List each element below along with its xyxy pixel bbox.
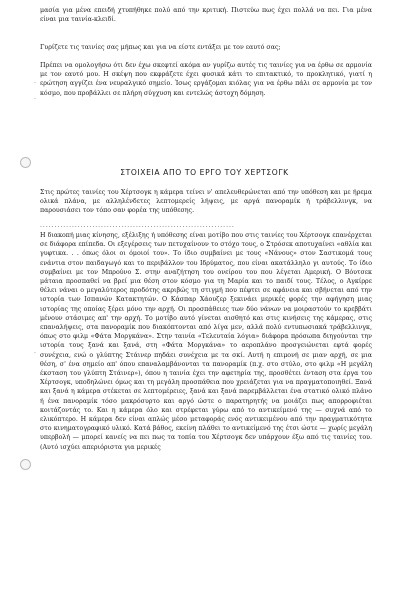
paragraph-intro bbox=[40, 6, 372, 24]
dotted-separator: ................................................................... bbox=[40, 222, 235, 229]
section-title: ΣΤΟΙΧΕΙΑ ΑΠΟ ΤΟ ΕΡΓΟ ΤΟΥ ΧΕΡΤΣΟΓΚ bbox=[120, 168, 289, 177]
binder-hole-icon bbox=[20, 459, 31, 470]
section-body-text: Η διακοπή μιας κίνησης, εξέλιξης ή υπόθεσης είναι μοτίβο που στις ταινίες του Χέρτσογκ επανέρχεται σε διάφορα επίπεδα. Οι εξεγέρσεις των πετυχαίνουν το στόχο τους, ο Στρόσεκ αποτυχαίνει «αθλία και γυφτικα. . . όπως όλοι οι όμοιοί του». Το ίδιο συμβαίνει με τους «Νάνους» στον Σαστικομά τους ενάντια στον παιδαγωγό και το περιβάλλον του Ιδρύματος, που είναι ακατάλληλο γι αυτούς. Το ίδιο συμβαίνει με τον Μπρούνο Σ. στην αναζήτηση του ονείρου του που λέγεται Αμερική. Ο Βόυτσεκ μάταια προσπαθεί να βρεί μια θέση στον κόσμο για τη Μαρία και το παιδί τους. Τέλος, ο Αγκίρρε θέλει νάναι ο μεγαλύτερος προδότης ακριβώς τη στιγμή που πέφτει σε αφάνεια και σβήνεται από την ιστορία των Ισπανών Κατακτητών. Ο Κάσπαρ Χάουζερ ξεκινάει μερικές φορές την αφήγηση μιας ιστορίας της οποίας ξέρει μόνο την αρχή. Οι προσπάθειες των δύο νάνων να μοιραστούν το κρεββάτι μένουν στάσιμες απ' την αρχή. Το μοτίβο αυτό γίνεται αισθητό και στις κινήσεις της κάμερας, στις επαναλήψεις, στα πανοραμίκ που διακόπτονται από λίγα μεν, αλλά πολύ εντυπωσιακά τράβελλινγκ, όπως στο φιλμ «Φάτα Μοργκάνα». Στην ταινία «Τελευταία λόγια» διάφορα πρόσωπα διηγούνται την ιστορία τους ξανά και ξανά, στη «Φάτα Μοργκάνα» το αεροπλάνο προσγειώνεται εφτά φορές συνέχεια, ενώ ο γλύπτης Στάινερ πηδάει συνέχεια με τα σκί. Αυτή η επιμονή σε μιαν αρχή, σε μια θέση, σ' ένα σημείο απ' όπου επαναλαμβάνονται τα πανοραμίκ (π.χ. στο στύλο, στο φιλμ «Η μεγάλη έκσταση του γλύπτη Στάινερ»), όπου η ταινία έχει την αφετηρία της, προσθέτει ένταση στα έργα του Χέρτσογκ, υποδηλώνει όμως και τη μεγάλη προσπάθεια που χρειάζεται για να πραγματοποιηθεί. Ξανά και ξανά η κάμερα στέκεται σε λεπτομέρειες, ξανά και ξανά παρεμβάλλεται ένα στατικό ολικό πλάνο ή ένα πανοραμίκ τόσο μακρόσυρτο και αργό ώστε ο παρατηρητής να μοιάζει πως απορροφιέται κοιτάζοντάς το. Και η κάμερα όλο και στρέφεται γύρω από το αντικείμενό της — συχνά από το ελικόπτερο. Η κάμερα δεν είναι απλώς μέσο μεταφοράς ενός αντικειμένου από την πραγματικότητα στο κινηματογραφικό υλικό. Κατά βάθος, εκείνη πλάθει το αντικείμενό της έτσι ώστε — χωρίς μεγάλη υπερβολή — μπορεί κανείς να πει πως τα τοπία του Χέρτσογκ δεν υπάρχουν έξω από τις ταινίες του. (Αυτό ισχύει απεριόριστα για μερικές bbox=[40, 232, 372, 451]
margin-mark-icon: · bbox=[34, 80, 36, 87]
paragraph-text: μασία για μένα επειδή χτυπήθηκε πολύ από την κριτική. Πιστεύω πως έχει πολλά να πει. Για μένα είναι μια ταινία-κλειδί. bbox=[40, 7, 372, 24]
question-text: Γυρίζετε τις ταινίες σας μήπως και για να είστε εντάξει με τον εαυτό σας; bbox=[40, 44, 281, 51]
binder-hole-icon bbox=[20, 157, 31, 168]
answer-text: Πρέπει να ομολογήσω ότι δεν έχω σκεφτεί ακόμα αν γυρίζω αυτές τις ταινίες για να έρθω σε αρμονία με τον εαυτό μου. Η σκέψη που εκφράζετε έχει φυσικά κάτι το επιτακτικό, το προκλητικό, γιατί η ερώτηση αγγίζει ένα νευραλγικό σημείο. Ίσως εργάζομαι κιόλας για να έρθω πάλι σε αρμονία με τον κόσμο, που προβάλλει σε πλήρη σύγχυση και εντελώς άστοχη δόμηση. bbox=[40, 62, 372, 97]
interview-question bbox=[40, 43, 372, 52]
margin-mark-icon: · bbox=[34, 96, 36, 103]
margin-mark-icon: · bbox=[34, 350, 36, 357]
section-intro-text: Στις πρώτες ταινίες του Χέρτσογκ η κάμερα τείνει ν' απελευθερώνεται από την υπόθεση και με ήρεμα ολικά πλάνα, με αλληλένδετες λεπτομερείς λήψεις, με αργά πανοραμίκ ή τράβελλινγκ, να παρουσιάσει τον τόπο σαν φορέα της υπόθεσης. bbox=[40, 189, 372, 215]
section-body bbox=[40, 231, 372, 452]
section-intro bbox=[40, 188, 372, 216]
interview-answer bbox=[40, 61, 372, 98]
